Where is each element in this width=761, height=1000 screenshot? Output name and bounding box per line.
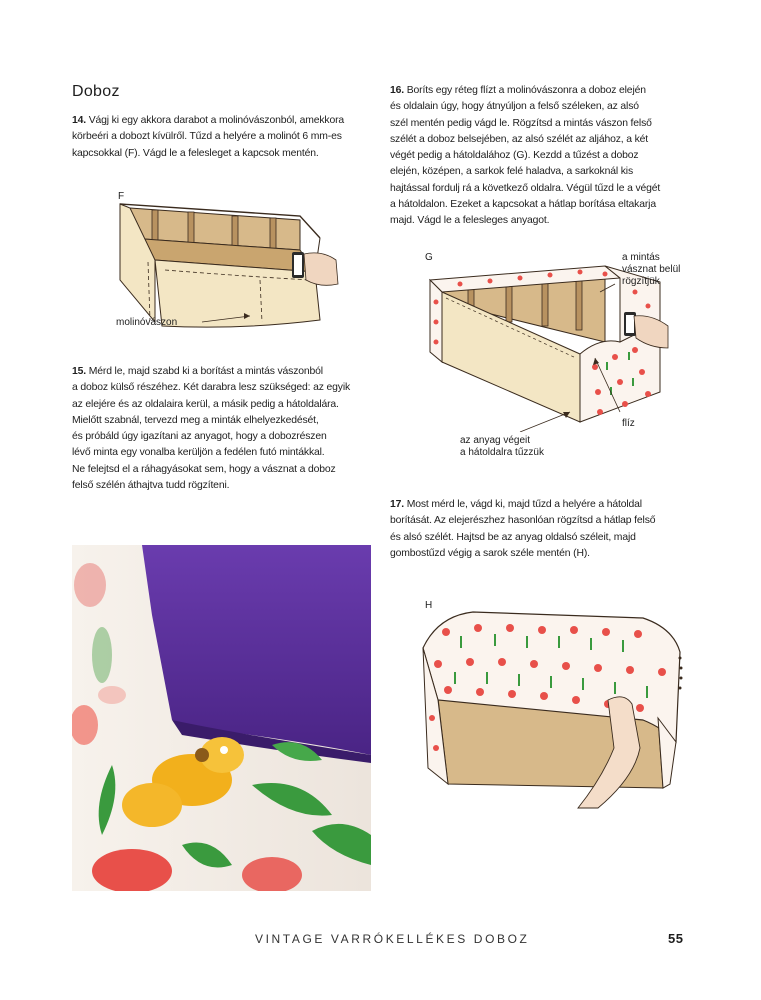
step-15 <box>72 364 372 494</box>
label-line: vásznat belül <box>622 264 681 275</box>
step-text-line: majd. Vágd le a felesleges anyagot. <box>390 215 550 227</box>
step-text-line: elején, középen, a sarkok felé haladva, a sarkoknál kis <box>390 166 634 178</box>
step-text-line: felső szélén áthajtva tudd rögzíteni. <box>72 480 230 492</box>
figure-f-illustration <box>110 180 340 340</box>
step-text-line: Mielőtt szabnál, tervezd meg a minták elhelyezkedését, <box>72 414 319 426</box>
step-text-line: az elejére és az oldalaira kerül, a másik pedig a hátoldalára. <box>72 398 339 410</box>
step-text-line: végét pedig a hátoldalához (G). Kezdd a tűzést a doboz <box>390 150 639 162</box>
figure-g-letter: G <box>425 252 433 263</box>
step-14 <box>72 113 372 162</box>
figure-h-illustration <box>418 608 688 818</box>
step-17 <box>390 497 700 562</box>
figure-g-label-lining <box>622 252 680 288</box>
step-text-line: és oldalain úgy, hogy átnyúljon a felső széleken, az alsó <box>390 101 639 113</box>
figure-f-label: molinóvászon <box>116 317 178 328</box>
figure-h-letter: H <box>425 600 433 611</box>
label-line: az anyag végeit <box>460 435 531 446</box>
step-text-line: Vágj ki egy akkora darabot a molinóvászonból, amekkora <box>88 115 345 126</box>
footer-book-title: VINTAGE VARRÓKELLÉKES DOBOZ <box>255 932 530 946</box>
step-number: 16. <box>390 85 404 96</box>
step-text-line: borítását. Az elejerészhez hasonlóan rögzítsd a hátlap felső <box>390 515 656 527</box>
step-16 <box>390 83 700 230</box>
step-text-line: lévő minta egy vonalba kerüljön a fedélen futó mintákkal. <box>72 447 325 459</box>
step-text-line: a doboz külső részéhez. Két darabra lesz szükséged: az egyik <box>72 382 351 394</box>
step-text-line: körbeéri a dobozt kívülről. Tűzd a helyére a molinót 6 mm-es <box>72 131 342 143</box>
section-heading: Doboz <box>72 83 120 100</box>
step-number: 17. <box>390 499 404 510</box>
label-line: a hátoldalra tűzzük <box>460 447 544 458</box>
step-text-line: Most mérd le, vágd ki, majd tűzd a helyére a hátoldal <box>406 499 642 510</box>
step-text-line: és próbáld úgy igazítani az anyagot, hogy a dobozrészen <box>72 431 327 443</box>
step-text-line: gombostűzd végig a sarok széle mentén (H). <box>390 547 590 559</box>
step-text-line: szélét a doboz belsejében, az alsó szélét az aljához, a két <box>390 133 649 145</box>
figure-g-label-ends <box>460 435 544 459</box>
label-line: rögzítjük <box>622 276 660 287</box>
page-number: 55 <box>668 931 684 946</box>
step-text-line: Boríts egy réteg flízt a molinóvászonra a doboz elején <box>406 85 646 96</box>
step-text-line: a hátoldalon. Ezeket a kapcsokat a hátlap borítása eltakarja <box>390 199 656 211</box>
step-text-line: hajtással fordulj rá a következő oldalra. Végül tűzd le a végét <box>390 182 661 194</box>
step-text-line: és alsó szélét. Hajtsd be az anyag oldalsó széleit, majd <box>390 531 636 543</box>
step-text-line: kapcsokkal (F). Vágd le a felesleget a kapcsok mentén. <box>72 147 319 159</box>
step-text-line: szél mentén pedig vágd le. Rögzítsd a mintás vászon felső <box>390 117 652 129</box>
step-number: 15. <box>72 366 86 377</box>
label-line: a mintás <box>622 252 660 263</box>
step-number: 14. <box>72 115 86 126</box>
figure-g-label-fliz: flíz <box>622 418 635 429</box>
step-text-line: Mérd le, majd szabd ki a borítást a mintás vászonból <box>88 366 323 377</box>
figure-f-letter: F <box>118 191 125 202</box>
step-text-line: Ne felejtsd el a ráhagyásokat sem, hogy a vásznat a doboz <box>72 463 336 475</box>
fabric-photo <box>72 545 371 891</box>
